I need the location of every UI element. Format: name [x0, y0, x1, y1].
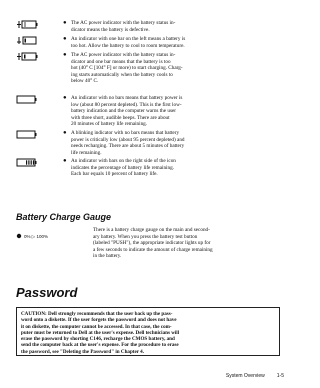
caution-notice: CAUTION: Dell strongly recommends that the user back up the pass- word onto a diskette. If the user forgets the password and does not have it on diskette, the computer cannot be accessed. In that case, the com- puter must be returned to Dell at the user's expense. Dell technicians will erase the password by shorting C146, recharge the CMOS battery, and send the computer back at the user's expense. For the procedure to erase the password, see "Deleting the Password" in Chapter 4.	[16, 307, 280, 356]
battery-blinking-icon	[16, 130, 38, 139]
bullet: ●	[63, 95, 67, 101]
page-number: 1-5	[276, 373, 284, 379]
indicator-description: The AC power indicator with the battery status in- dicator and one bar means that the battery is too hot (40° C [104° F] or more) to start charging. Charg- ing starts automatically when the battery cools to below 40° C.	[71, 52, 183, 84]
bullet: ●	[63, 20, 67, 26]
section-heading-password: Password	[16, 285, 78, 300]
indicator-description: The AC power indicator with the battery status in- dicator means the battery is defective.	[71, 20, 176, 33]
ac-power-one-bar-icon	[16, 36, 38, 45]
battery-charge-gauge-icon	[16, 230, 64, 242]
indicator-description: A blinking indicator with no bars means that battery power is critically low (about 95 percent depleted) and needs recharging. There are about 5 minutes of battery life remaining.	[71, 130, 185, 156]
battery-empty-icon	[16, 95, 38, 104]
ac-power-battery-status-icon	[16, 52, 38, 61]
bullet: ●	[63, 158, 67, 164]
bullet: ●	[63, 36, 67, 42]
gauge-label: 0% ▷ 100%	[24, 234, 48, 239]
indicator-description: An indicator with bars on the right side of the icon indicates the percentage of battery life remaining. Each bar equals 10 percent of battery life.	[71, 158, 176, 177]
gauge-description: There is a battery charge gauge on the main and second- ary battery. When you press the battery test button (labeled "PUSH"), the appropriate indicator lights up for a few seconds to indicate the amount of charge remaining in the battery.	[93, 227, 213, 259]
section-heading-battery-charge-gauge: Battery Charge Gauge	[16, 212, 112, 222]
footer-section-title: System Overview	[225, 373, 265, 379]
ac-power-battery-blinking-icon	[16, 20, 38, 29]
bullet: ●	[63, 52, 67, 58]
page-footer	[226, 373, 284, 379]
indicator-description: An indicator with no bars means that battery power is low (about 80 percent depleted). This is the first low- battery indication and the computer warns the user with three short, audible beeps. There are about 20 minutes of battery life remaining.	[71, 95, 183, 127]
battery-bars-icon	[16, 158, 38, 167]
bullet: ●	[63, 130, 67, 136]
indicator-description: An indicator with one bar on the left means a battery is too hot. Allow the battery to cool to room temperature.	[71, 36, 186, 49]
